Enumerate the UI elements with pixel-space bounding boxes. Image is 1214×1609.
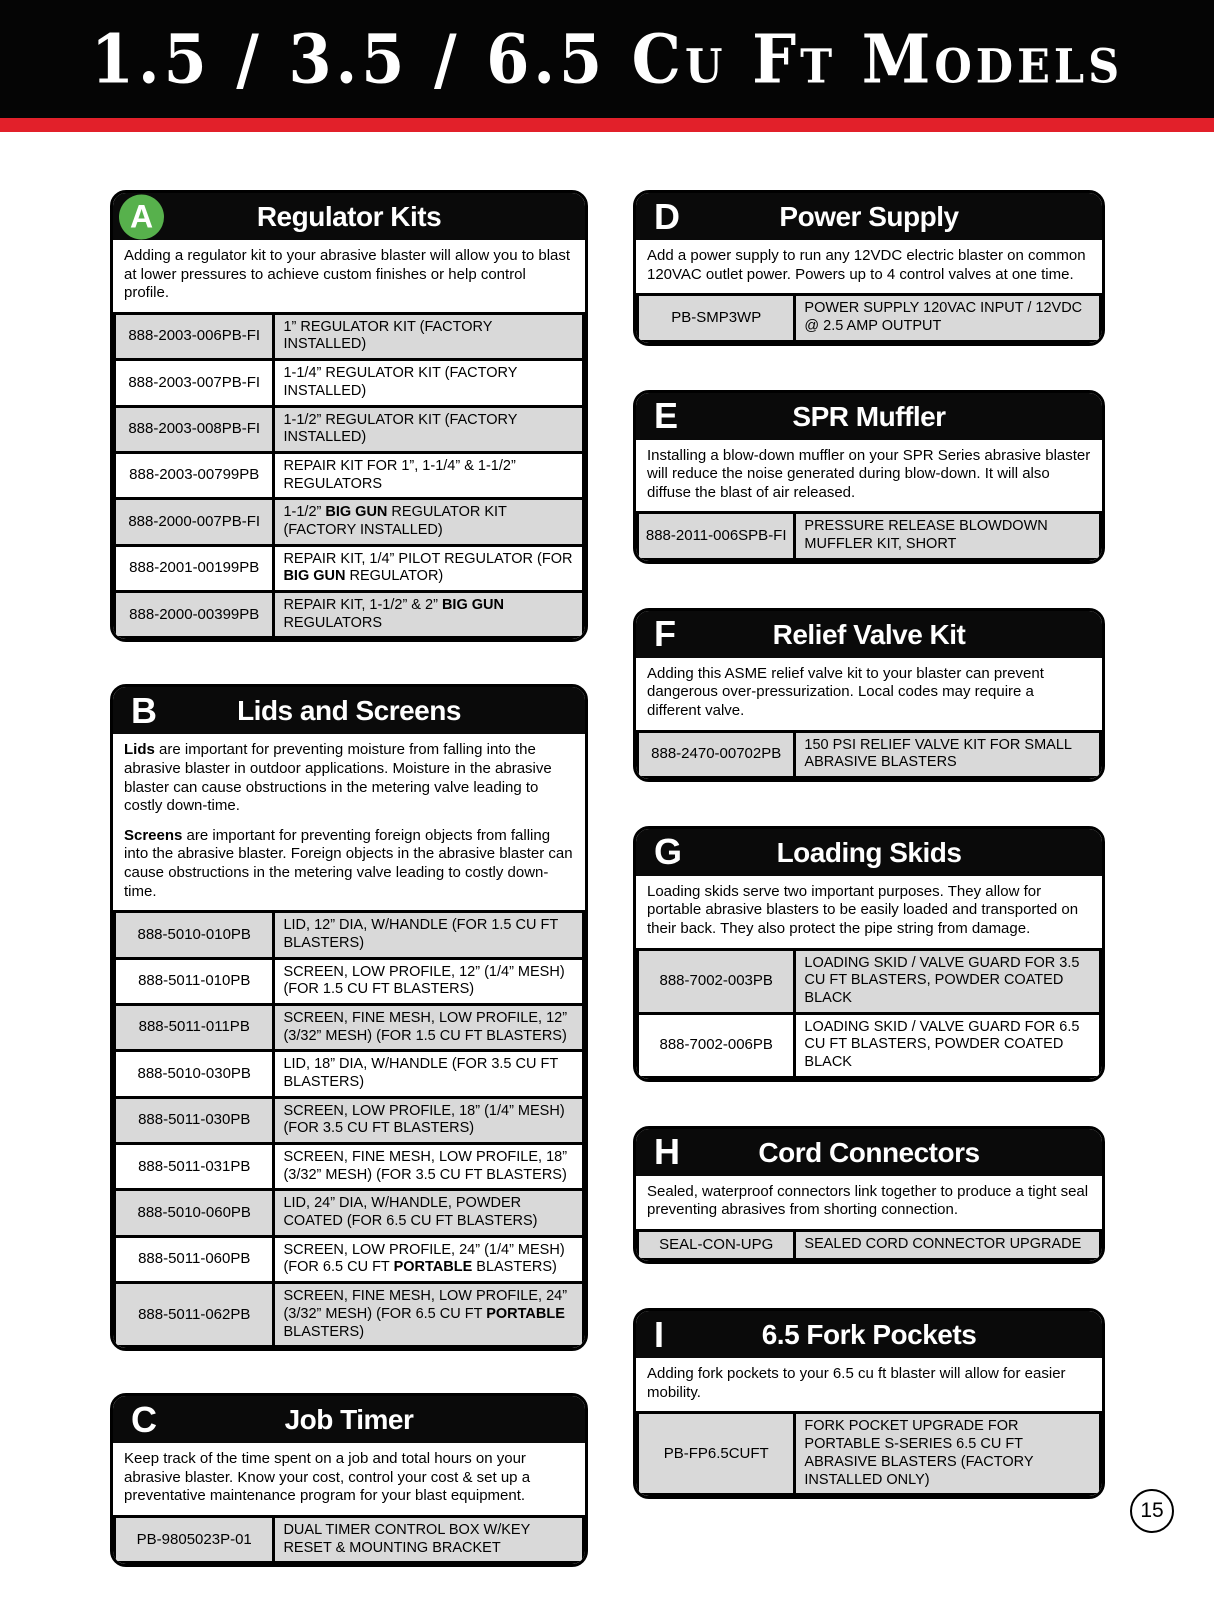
- part-number-cell: 888-5011-031PB: [115, 1144, 274, 1190]
- parts-table: [113, 312, 585, 640]
- part-description-cell: 150 PSI RELIEF VALVE KIT FOR SMALL ABRASIVE BLASTERS: [795, 731, 1101, 777]
- description-paragraph: Lids are important for preventing moisture from falling into the abrasive blaster in outdoor applications. Moisture in the abrasive blaster can cause obstructions in the metering valve leading to costly down-time.: [124, 741, 552, 815]
- description-paragraph: Loading skids serve two important purposes. They allow for portable abrasive blasters to be easily loaded and transported on their back. They also protect the pipe string from damage.: [647, 882, 1079, 938]
- table-row: [638, 1230, 1101, 1259]
- part-number-cell: PB-FP6.5CUFT: [638, 1413, 795, 1495]
- section-description: [113, 734, 585, 910]
- section-c: [110, 1393, 588, 1567]
- part-description-cell: POWER SUPPLY 120VAC INPUT / 12VDC @ 2.5 AMP OUTPUT: [795, 295, 1101, 341]
- section-b: [110, 684, 588, 1351]
- part-number-cell: 888-5011-011PB: [115, 1004, 274, 1050]
- table-row: [638, 513, 1101, 559]
- table-row: [115, 1097, 584, 1143]
- section-g: [633, 826, 1105, 1082]
- part-number-cell: PB-9805023P-01: [115, 1517, 274, 1563]
- description-paragraph: Screens are important for preventing foreign objects from falling into the abrasive blaster. Foreign objects in the abrasive blaster can cause obstructions in the metering valve leading to costly down-time.: [124, 826, 573, 900]
- section-letter-badge: C: [131, 1398, 157, 1440]
- section-title: Job Timer: [284, 1404, 414, 1436]
- table-row: [115, 912, 584, 958]
- table-row: [115, 452, 584, 498]
- section-a: [110, 190, 588, 642]
- section-title: Cord Connectors: [758, 1136, 980, 1168]
- part-description-cell: 1-1/2” BIG GUN REGULATOR KIT (FACTORY INSTALLED): [274, 499, 584, 545]
- section-letter-badge: E: [654, 395, 679, 437]
- section-title: SPR Muffler: [792, 400, 946, 432]
- part-number-cell: SEAL-CON-UPG: [638, 1230, 795, 1259]
- section-description: [636, 658, 1102, 730]
- table-row: [115, 1283, 584, 1347]
- section-description: [636, 876, 1102, 948]
- section-letter-badge: G: [654, 831, 683, 873]
- section-description: [636, 240, 1102, 293]
- section-description: [636, 1176, 1102, 1229]
- parts-table: [636, 293, 1102, 342]
- section-description: [113, 1443, 585, 1515]
- table-row: [115, 592, 584, 638]
- part-number-cell: 888-5011-010PB: [115, 958, 274, 1004]
- page-banner: [0, 0, 1214, 118]
- table-row: [115, 1236, 584, 1282]
- section-h: [633, 1126, 1105, 1264]
- section-title: Lids and Screens: [237, 695, 461, 727]
- red-stripe-divider: [0, 118, 1214, 132]
- part-description-cell: SCREEN, LOW PROFILE, 12” (1/4” MESH) (FOR 1.5 CU FT BLASTERS): [274, 958, 584, 1004]
- table-row: [638, 1013, 1101, 1077]
- section-letter-badge: A: [119, 194, 164, 239]
- parts-table: [113, 910, 585, 1348]
- part-number-cell: 888-2003-006PB-FI: [115, 313, 274, 359]
- parts-table-body: [638, 1230, 1101, 1259]
- parts-table: [636, 511, 1102, 560]
- section-title: Regulator Kits: [256, 201, 442, 232]
- section-letter-badge: F: [654, 613, 676, 655]
- section-title: 6.5 Fork Pockets: [761, 1319, 977, 1351]
- parts-table-body: [638, 295, 1101, 341]
- part-description-cell: LID, 12” DIA, W/HANDLE (FOR 1.5 CU FT BLASTERS): [274, 912, 584, 958]
- section-description: [636, 440, 1102, 512]
- part-number-cell: 888-7002-006PB: [638, 1013, 795, 1077]
- section-d: [633, 190, 1105, 346]
- part-description-cell: 1-1/2” REGULATOR KIT (FACTORY INSTALLED): [274, 406, 584, 452]
- part-description-cell: SCREEN, FINE MESH, LOW PROFILE, 24” (3/32” MESH) (FOR 6.5 CU FT PORTABLE BLASTERS): [274, 1283, 584, 1347]
- section-header: [636, 1129, 1102, 1176]
- table-row: [115, 360, 584, 406]
- part-number-cell: 888-2000-007PB-FI: [115, 499, 274, 545]
- section-letter-badge: I: [654, 1313, 665, 1355]
- parts-table: [636, 948, 1102, 1079]
- table-row: [638, 731, 1101, 777]
- part-number-cell: 888-2003-007PB-FI: [115, 360, 274, 406]
- part-description-cell: REPAIR KIT, 1/4” PILOT REGULATOR (FOR BIG GUN REGULATOR): [274, 545, 584, 591]
- part-number-cell: 888-5010-060PB: [115, 1190, 274, 1236]
- part-number-cell: 888-7002-003PB: [638, 949, 795, 1013]
- section-header: [636, 1311, 1102, 1358]
- section-header: [636, 829, 1102, 876]
- table-row: [115, 1051, 584, 1097]
- section-header: [636, 393, 1102, 440]
- part-description-cell: REPAIR KIT, 1-1/2” & 2” BIG GUN REGULATORS: [274, 592, 584, 638]
- right-column: [633, 190, 1105, 1543]
- page-number-badge: 15: [1130, 1489, 1174, 1533]
- section-title: Loading Skids: [776, 836, 962, 868]
- table-row: [115, 499, 584, 545]
- part-description-cell: SCREEN, FINE MESH, LOW PROFILE, 18” (3/32” MESH) (FOR 3.5 CU FT BLASTERS): [274, 1144, 584, 1190]
- part-description-cell: SCREEN, LOW PROFILE, 24” (1/4” MESH) (FOR 6.5 CU FT PORTABLE BLASTERS): [274, 1236, 584, 1282]
- part-number-cell: 888-5011-030PB: [115, 1097, 274, 1143]
- parts-table-body: [638, 731, 1101, 777]
- table-row: [638, 1413, 1101, 1495]
- part-description-cell: LID, 18” DIA, W/HANDLE (FOR 3.5 CU FT BLASTERS): [274, 1051, 584, 1097]
- table-row: [115, 545, 584, 591]
- description-paragraph: Adding this ASME relief valve kit to your blaster can prevent dangerous over-pressurization. Local codes may require a different valve.: [647, 664, 1044, 719]
- parts-table-body: [638, 949, 1101, 1077]
- part-description-cell: LID, 24” DIA, W/HANDLE, POWDER COATED (FOR 6.5 CU FT BLASTERS): [274, 1190, 584, 1236]
- parts-table-body: [115, 912, 584, 1347]
- table-row: [638, 295, 1101, 341]
- table-row: [115, 406, 584, 452]
- section-e: [633, 390, 1105, 564]
- part-description-cell: SCREEN, LOW PROFILE, 18” (1/4” MESH) (FOR 3.5 CU FT BLASTERS): [274, 1097, 584, 1143]
- part-number-cell: 888-5011-060PB: [115, 1236, 274, 1282]
- part-number-cell: 888-5010-010PB: [115, 912, 274, 958]
- part-number-cell: 888-2003-00799PB: [115, 452, 274, 498]
- part-description-cell: LOADING SKID / VALVE GUARD FOR 3.5 CU FT BLASTERS, POWDER COATED BLACK: [795, 949, 1101, 1013]
- table-row: [115, 958, 584, 1004]
- description-paragraph: Add a power supply to run any 12VDC electric blaster on common 120VAC outlet power. Powers up to 4 control valves at one time.: [647, 247, 1086, 283]
- part-description-cell: DUAL TIMER CONTROL BOX W/KEY RESET & MOUNTING BRACKET: [274, 1517, 584, 1563]
- part-number-cell: 888-2011-006SPB-FI: [638, 513, 795, 559]
- part-description-cell: REPAIR KIT FOR 1”, 1-1/4” & 1-1/2” REGULATORS: [274, 452, 584, 498]
- description-paragraph: Keep track of the time spent on a job and total hours on your abrasive blaster. Know your cost, control your cost & set up a preventative maintenance program for your blast equipment.: [124, 1450, 531, 1505]
- part-description-cell: SEALED CORD CONNECTOR UPGRADE: [795, 1230, 1101, 1259]
- section-letter-badge: B: [131, 689, 157, 731]
- part-number-cell: 888-2470-00702PB: [638, 731, 795, 777]
- part-description-cell: PRESSURE RELEASE BLOWDOWN MUFFLER KIT, SHORT: [795, 513, 1101, 559]
- section-header: [636, 193, 1102, 240]
- description-paragraph: Sealed, waterproof connectors link together to produce a tight seal preventing abrasives from shorting connection.: [647, 1182, 1089, 1219]
- table-row: [638, 949, 1101, 1013]
- parts-table-body: [638, 1413, 1101, 1495]
- section-title: Relief Valve Kit: [772, 618, 966, 650]
- section-header: [113, 687, 585, 734]
- parts-table: [636, 730, 1102, 779]
- part-number-cell: PB-SMP3WP: [638, 295, 795, 341]
- table-row: [115, 1190, 584, 1236]
- part-description-cell: 1-1/4” REGULATOR KIT (FACTORY INSTALLED): [274, 360, 584, 406]
- part-description-cell: FORK POCKET UPGRADE FOR PORTABLE S-SERIES 6.5 CU FT ABRASIVE BLASTERS (FACTORY INSTALLED ONLY): [795, 1413, 1101, 1495]
- part-description-cell: LOADING SKID / VALVE GUARD FOR 6.5 CU FT BLASTERS, POWDER COATED BLACK: [795, 1013, 1101, 1077]
- section-header: [113, 1396, 585, 1443]
- section-i: [633, 1308, 1105, 1499]
- section-header: [636, 611, 1102, 658]
- parts-table: [636, 1229, 1102, 1261]
- section-description: [113, 240, 585, 312]
- part-number-cell: 888-5011-062PB: [115, 1283, 274, 1347]
- parts-table-body: [115, 313, 584, 638]
- part-number-cell: 888-2000-00399PB: [115, 592, 274, 638]
- description-paragraph: Installing a blow-down muffler on your SPR Series abrasive blaster will reduce the noise generated during blow-down. It will also diffuse the blast of air released.: [647, 446, 1091, 501]
- description-paragraph: Adding fork pockets to your 6.5 cu ft blaster will allow for easier mobility.: [647, 1365, 1066, 1401]
- left-column: [110, 190, 588, 1609]
- parts-table-body: [638, 513, 1101, 559]
- part-number-cell: 888-2003-008PB-FI: [115, 406, 274, 452]
- table-row: [115, 1004, 584, 1050]
- table-row: [115, 313, 584, 359]
- section-description: [636, 1358, 1102, 1411]
- part-description-cell: SCREEN, FINE MESH, LOW PROFILE, 12” (3/32” MESH) (FOR 1.5 CU FT BLASTERS): [274, 1004, 584, 1050]
- page-title: 1.5 / 3.5 / 6.5 Cu Ft Models: [90, 19, 1124, 99]
- section-letter-badge: D: [654, 195, 680, 237]
- section-f: [633, 608, 1105, 782]
- part-number-cell: 888-2001-00199PB: [115, 545, 274, 591]
- table-row: [115, 1144, 584, 1190]
- parts-table: [636, 1411, 1102, 1496]
- description-paragraph: Adding a regulator kit to your abrasive blaster will allow you to blast at lower pressures to achieve custom finishes or help control profile.: [124, 247, 571, 302]
- section-header: [113, 193, 585, 240]
- section-title: Power Supply: [779, 201, 959, 232]
- section-letter-badge: H: [654, 1131, 680, 1173]
- part-description-cell: 1” REGULATOR KIT (FACTORY INSTALLED): [274, 313, 584, 359]
- part-number-cell: 888-5010-030PB: [115, 1051, 274, 1097]
